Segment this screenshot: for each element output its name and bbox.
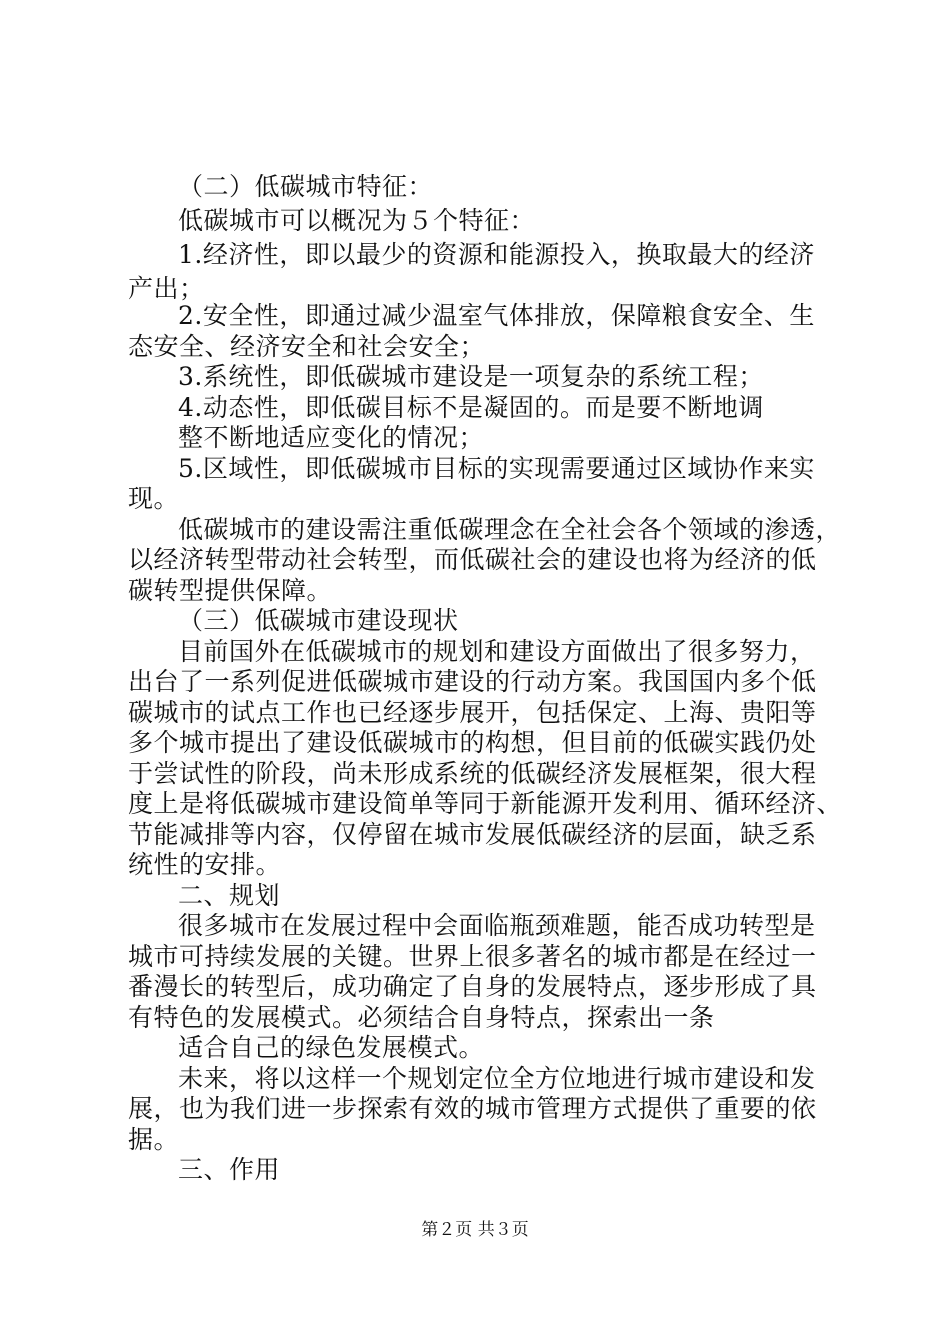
paragraph-line: 产出；	[128, 274, 205, 303]
list-item-dynamic: 4.动态性，即低碳目标不是凝固的。而是要不断地调	[178, 393, 764, 422]
paragraph-line: 碳城市的试点工作也已经逐步展开，包括保定、上海、贵阳等	[128, 698, 817, 727]
paragraph-line: 现。	[128, 484, 180, 513]
paragraph-line: 低碳城市可以概况为５个特征：	[178, 206, 536, 235]
paragraph-line: 番漫长的转型后，成功确定了自身的发展特点，逐步形成了具	[128, 972, 817, 1001]
paragraph-line: 统性的安排。	[128, 850, 282, 879]
paragraph-line: 城市可持续发展的关键。世界上很多著名的城市都是在经过一	[128, 942, 817, 971]
paragraph-line: 出台了一系列促进低碳城市建设的行动方案。我国国内多个低	[128, 667, 817, 696]
section-heading-features: （二）低碳城市特征：	[178, 172, 434, 201]
list-item-systematic: 3.系统性，即低碳城市建设是一项复杂的系统工程；	[178, 362, 764, 391]
paragraph-line: 节能减排等内容，仅停留在城市发展低碳经济的层面，缺乏系	[128, 820, 817, 849]
paragraph-line: 多个城市提出了建设低碳城市的构想，但目前的低碳实践仍处	[128, 728, 817, 757]
paragraph-line: 碳转型提供保障。	[128, 576, 333, 605]
paragraph-line: 于尝试性的阶段，尚未形成系统的低碳经济发展框架，很大程	[128, 759, 817, 788]
section-heading-status: （三）低碳城市建设现状	[178, 606, 459, 635]
paragraph-line: 据。	[128, 1125, 180, 1154]
paragraph-line: 度上是将低碳城市建设简单等同于新能源开发利用、循环经济、	[128, 789, 843, 818]
paragraph-line: 未来，将以这样一个规划定位全方位地进行城市建设和发	[178, 1064, 816, 1093]
list-item-regional: 5.区域性，即低碳城市目标的实现需要通过区域协作来实	[178, 454, 815, 483]
paragraph-line: 整不断地适应变化的情况；	[178, 423, 485, 452]
paragraph-line: 以经济转型带动社会转型，而低碳社会的建设也将为经济的低	[128, 545, 817, 574]
paragraph-line: 目前国外在低碳城市的规划和建设方面做出了很多努力，	[178, 637, 816, 666]
paragraph-line: 很多城市在发展过程中会面临瓶颈难题，能否成功转型是	[178, 911, 816, 940]
paragraph-line: 有特色的发展模式。必须结合自身特点，探索出一条	[128, 1003, 715, 1032]
page-number-footer: 第２页 共３页	[421, 1220, 529, 1240]
section-heading-planning: 二、规划	[178, 881, 281, 910]
paragraph-line: 展，也为我们进一步探索有效的城市管理方式提供了重要的依	[128, 1094, 817, 1123]
list-item-safety: 2.安全性，即通过减少温室气体排放，保障粮食安全、生	[178, 301, 815, 330]
paragraph-line: 低碳城市的建设需注重低碳理念在全社会各个领域的渗透，	[178, 515, 842, 544]
section-heading-function: 三、作用	[178, 1155, 281, 1184]
paragraph-line: 适合自己的绿色发展模式。	[178, 1033, 485, 1062]
list-item-economic: 1.经济性，即以最少的资源和能源投入，换取最大的经济	[178, 240, 815, 269]
paragraph-line: 态安全、经济安全和社会安全；	[128, 332, 486, 361]
